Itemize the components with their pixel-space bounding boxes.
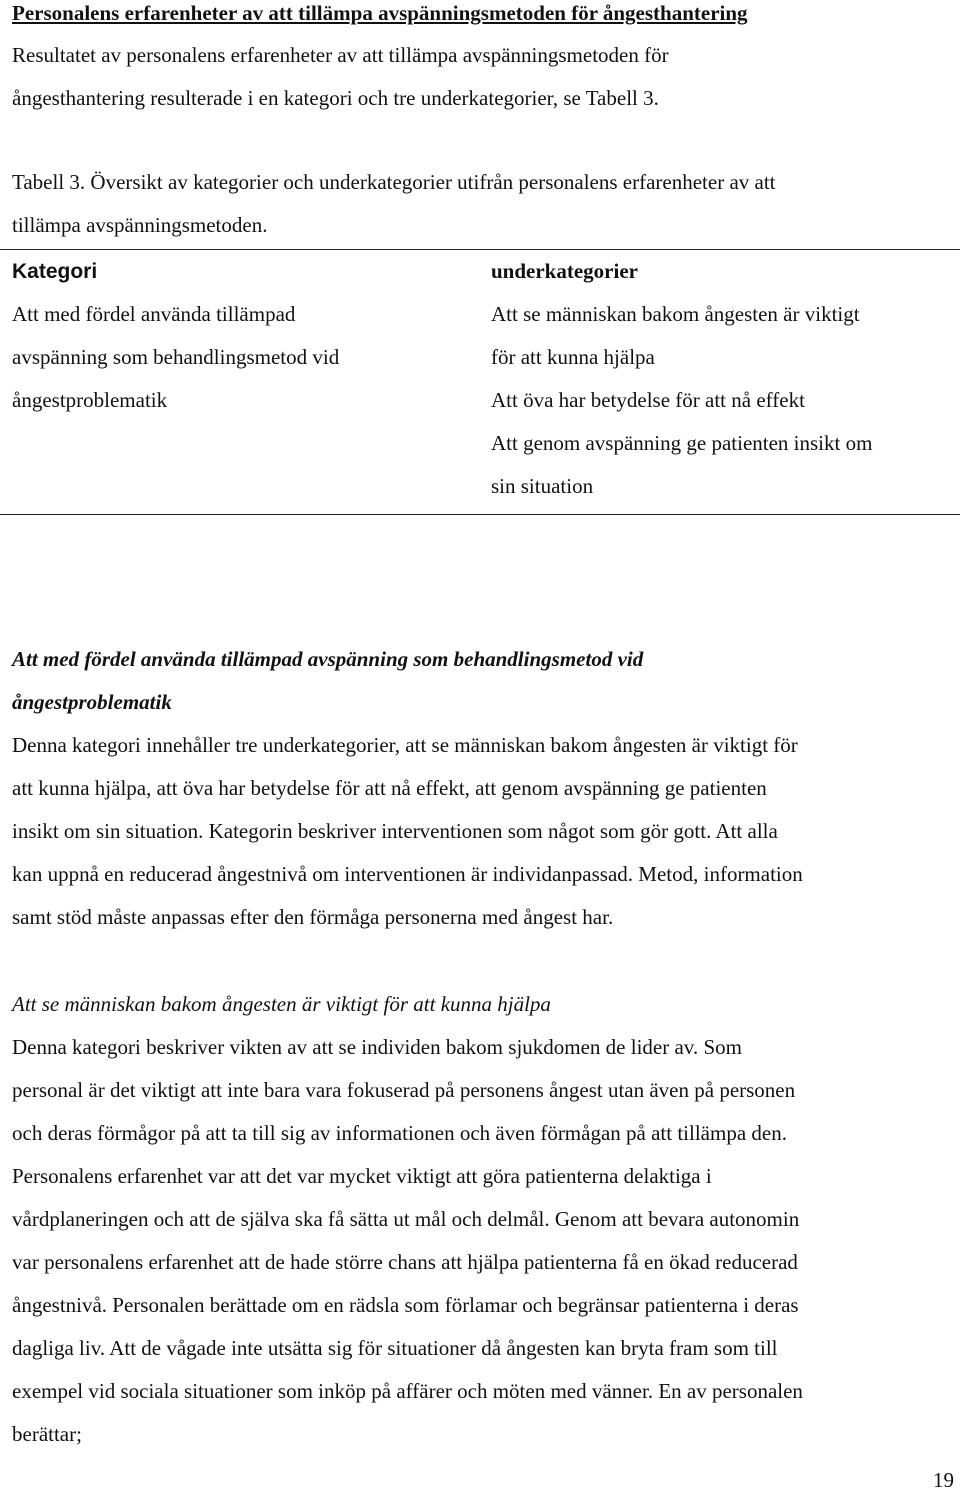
body-line: Denna kategori beskriver vikten av att se individen bakom sjukdomen de lider av. Som	[12, 1035, 742, 1059]
category-line: avspänning som behandlingsmetod vid	[12, 345, 340, 369]
subcategory-line: sin situation	[491, 474, 594, 498]
section-subcategory	[12, 983, 803, 1456]
body-line: Denna kategori innehåller tre underkategorier, att se människan bakom ångesten är viktigt för	[12, 733, 798, 757]
body-line: att kunna hjälpa, att öva har betydelse för att nå effekt, att genom avspänning ge patienten	[12, 776, 767, 800]
subcategory-line: för att kunna hjälpa	[491, 345, 655, 369]
body-line: insikt om sin situation. Kategorin beskriver interventionen som något som gör gott. Att alla	[12, 819, 778, 843]
body-line: kan uppnå en reducerad ångestnivå om interventionen är individanpassad. Metod, information	[12, 862, 803, 886]
subcategory-line: Att öva har betydelse för att nå effekt	[491, 388, 805, 412]
table-header-subcategories: underkategorier	[491, 259, 638, 283]
table-bottom-rule	[0, 514, 960, 515]
intro-paragraph	[12, 34, 669, 120]
section-category	[12, 638, 803, 939]
body-line: och deras förmågor på att ta till sig av informationen och även förmågan på att tillämpa den.	[12, 1121, 787, 1145]
section-title: ångestproblematik	[12, 690, 172, 714]
subcategory-line: Att se människan bakom ångesten är viktigt	[491, 302, 860, 326]
body-line: berättar;	[12, 1422, 82, 1446]
subcategory-line: Att genom avspänning ge patienten insikt om	[491, 431, 873, 455]
body-line: var personalens erfarenhet att de hade större chans att hjälpa patienterna få en ökad reducerad	[12, 1250, 798, 1274]
table-category-column	[12, 250, 452, 422]
section-title: Att med fördel använda tillämpad avspänning som behandlingsmetod vid	[12, 647, 644, 671]
caption-line: tillämpa avspänningsmetoden.	[12, 213, 268, 237]
page-number: 19	[933, 1468, 954, 1492]
section-body	[12, 1026, 803, 1456]
category-line: ångestproblematik	[12, 388, 168, 412]
body-line: samt stöd måste anpassas efter den förmåga personerna med ångest har.	[12, 905, 614, 929]
body-line: ångestnivå. Personalen berättade om en rädsla som förlamar och begränsar patienterna i deras	[12, 1293, 799, 1317]
section-title: Att se människan bakom ångesten är viktigt för att kunna hjälpa	[12, 992, 551, 1016]
body-line: vårdplaneringen och att de själva ska få sätta ut mål och delmål. Genom att bevara autonomin	[12, 1207, 800, 1231]
table-subcategory-column	[491, 250, 951, 508]
caption-line: Tabell 3. Översikt av kategorier och underkategorier utifrån personalens erfarenheter av att	[12, 170, 776, 194]
table-caption	[12, 161, 776, 247]
table-header-category: Kategori	[12, 260, 98, 283]
body-line: exempel vid sociala situationer som inköp på affärer och möten med vänner. En av personalen	[12, 1379, 803, 1403]
body-line: Personalens erfarenhet var att det var mycket viktigt att göra patienterna delaktiga i	[12, 1164, 712, 1188]
intro-line: Resultatet av personalens erfarenheter av att tillämpa avspänningsmetoden för	[12, 43, 669, 67]
intro-line: ångesthantering resulterade i en kategori och tre underkategorier, se Tabell 3.	[12, 86, 659, 110]
section-heading: Personalens erfarenheter av att tillämpa avspänningsmetoden för ångesthantering	[12, 1, 748, 25]
body-line: personal är det viktigt att inte bara vara fokuserad på personens ångest utan även på personen	[12, 1078, 796, 1102]
category-line: Att med fördel använda tillämpad	[12, 302, 296, 326]
section-body	[12, 724, 803, 939]
body-line: dagliga liv. Att de vågade inte utsätta sig för situationer då ångesten kan bryta fram som till	[12, 1336, 778, 1360]
